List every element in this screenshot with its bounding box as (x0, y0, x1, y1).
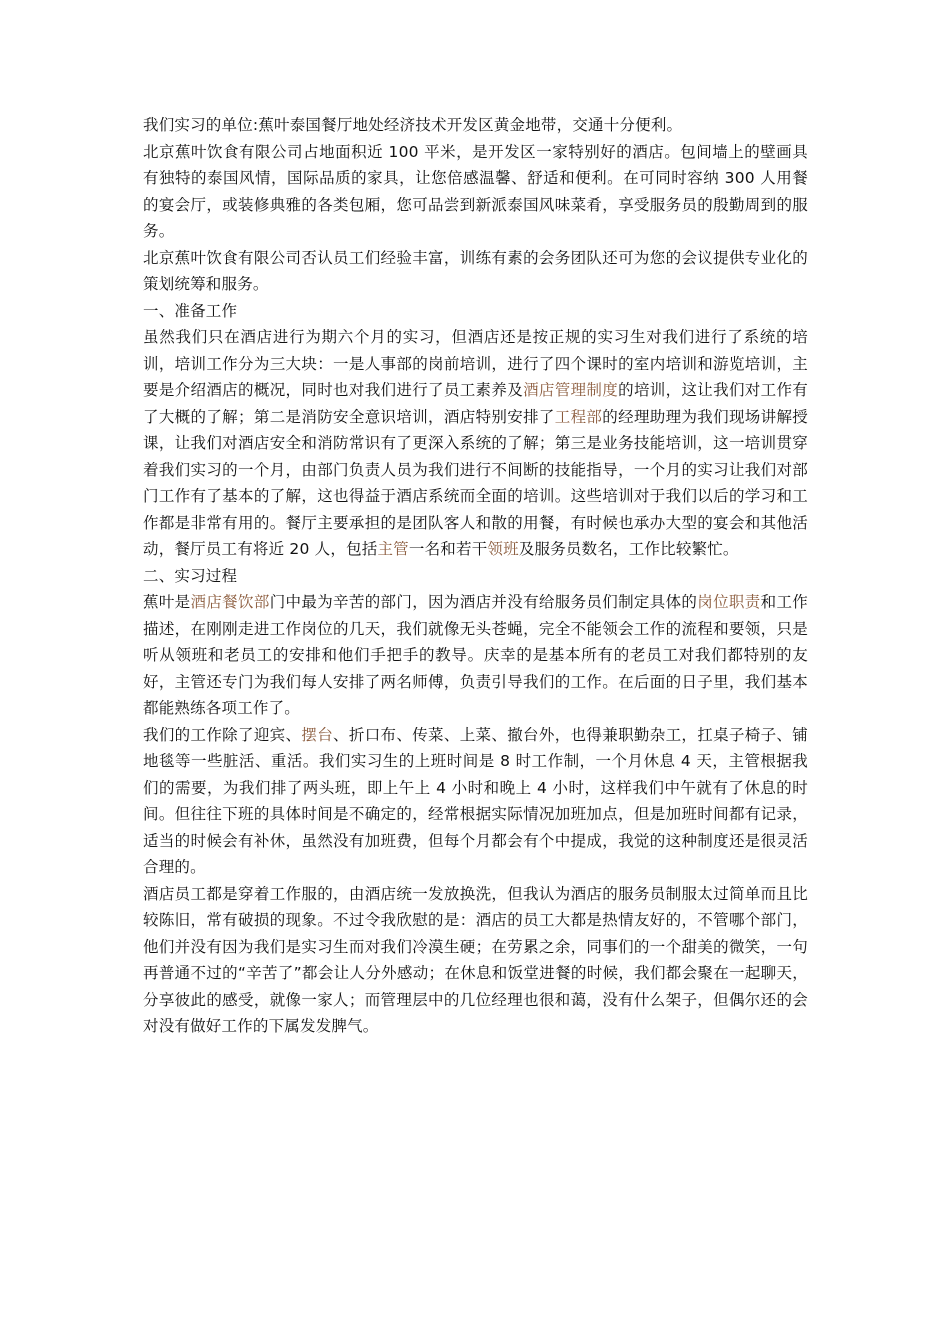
paragraph-team (143, 245, 808, 298)
paragraph-uniform (143, 881, 808, 1040)
paragraph-company (143, 139, 808, 245)
text-run: 门中最为辛苦的部门，因为酒店并没有给服务员们制定具体的 (269, 593, 698, 611)
text-run: 我们的工作除了迎宾、 (143, 725, 302, 744)
document-body (143, 112, 808, 1040)
paragraph-training (143, 324, 808, 563)
link-supervisor[interactable]: 主管 (377, 540, 409, 558)
link-hotel-management-system[interactable]: 酒店管理制度 (523, 381, 619, 399)
text-run: 北京蕉叶饮食有限公司占地面积近 100 平米，是开发区一家特别好的酒店。包间墙上的壁画具有独特的泰国风情，国际品质的家具，让您倍感温馨、舒适和便利。在可同时容纳 300 人用餐的宴会厅，或装修典雅的各类包厢，您可品尝到新派泰国风味菜肴，享受服务员的殷勤周到的服务。 (143, 142, 808, 240)
text-run: 蕉叶是 (143, 593, 191, 611)
text-run: 一、准备工作 (143, 301, 238, 320)
text-run: 我们实习的单位:蕉叶泰国餐厅地处经济技术开发区黄金地带，交通十分便利。 (143, 116, 683, 134)
text-run: 的培训，这让我们对工作有了大概的了解；第二是消防安全意识培训，酒店特别安排了 (143, 381, 809, 426)
link-catering-dept[interactable]: 酒店餐饮部 (190, 593, 270, 611)
text-run: 一名和若干 (408, 540, 488, 558)
paragraph-intro (143, 112, 808, 139)
link-foreman[interactable]: 领班 (487, 540, 519, 558)
text-run: 的经理助理为我们现场讲解授课，让我们对酒店安全和消防常识有了更深入系统的了解；第三是业务技能培训，这一培训贯穿着我们实习的一个月，由部门负责人员为我们进行不间断的技能指导，一个月的实习让我们对部门工作有了基本的了解，这也得益于酒店系统而全面的培训。这些培训对于我们以后的学习和工作都是非常有用的。餐厅主要承担的是团队客人和散的用餐，有时候也承办大型的宴会和其他活动，餐厅员工有将近 20 人，包括 (143, 407, 808, 558)
text-run: 二、实习过程 (143, 566, 238, 585)
section-heading-process (143, 563, 808, 590)
link-engineering-dept[interactable]: 工程部 (554, 407, 603, 426)
link-job-duties[interactable]: 岗位职责 (697, 593, 761, 611)
paragraph-process (143, 589, 808, 722)
link-table-setting[interactable]: 摆台 (301, 725, 334, 744)
text-run: 虽然我们只在酒店进行为期六个月的实习，但酒店还是按正规的实习生对我们进行了系统的培训，培训工作分为三大块：一是人事部的岗前培训，进行了四个课时的室内培训和游览培训，主要是介绍酒店的概况，同时也对我们进行了员工素养及 (143, 328, 808, 399)
paragraph-work-duties (143, 722, 808, 881)
text-run: 及服务员数名，工作比较繁忙。 (518, 540, 739, 558)
text-run: 和工作描述，在刚刚走进工作岗位的几天，我们就像无头苍蝇，完全不能领会工作的流程和要领，只是听从领班和老员工的安排和他们手把手的教导。庆幸的是基本所有的老员工对我们都特别的友好，主管还专门为我们每人安排了两名师傅，负责引导我们的工作。在后面的日子里，我们基本都能熟练各项工作了。 (143, 593, 808, 717)
text-run: 北京蕉叶饮食有限公司否认员工们经验丰富，训练有素的会务团队还可为您的会议提供专业化的策划统筹和服务。 (143, 248, 808, 293)
text-run: 酒店员工都是穿着工作服的，由酒店统一发放换洗，但我认为酒店的服务员制服太过简单而且比较陈旧，常有破损的现象。不过令我欣慰的是：酒店的员工大都是热情友好的，不管哪个部门，他们并没有因为我们是实习生而对我们冷漠生硬；在劳累之余，同事们的一个甜美的微笑，一句再普通不过的“辛苦了”都会让人分外感动；在休息和饭堂进餐的时候，我们都会聚在一起聊天，分享彼此的感受，就像一家人；而管理层中的几位经理也很和蔼，没有什么架子，但偶尔还的会对没有做好工作的下属发发脾气。 (143, 884, 808, 1035)
text-run: 、折口布、传菜、上菜、撤台外，也得兼职勤杂工，扛桌子椅子、铺地毯等一些脏活、重活。我们实习生的上班时间是 8 时工作制，一个月休息 4 天，主管根据我们的需要，为我们排了两头班，即上午上 4 小时和晚上 4 小时，这样我们中午就有了休息的时间。但往往下班的具体时间是不确定的，经常根据实际情况加班加点，但是加班时间都有记录，适当的时候会有补休，虽然没有加班费，但每个月都会有个中提成，我觉的这种制度还是很灵活合理的。 (143, 725, 808, 876)
section-heading-preparation (143, 298, 808, 325)
